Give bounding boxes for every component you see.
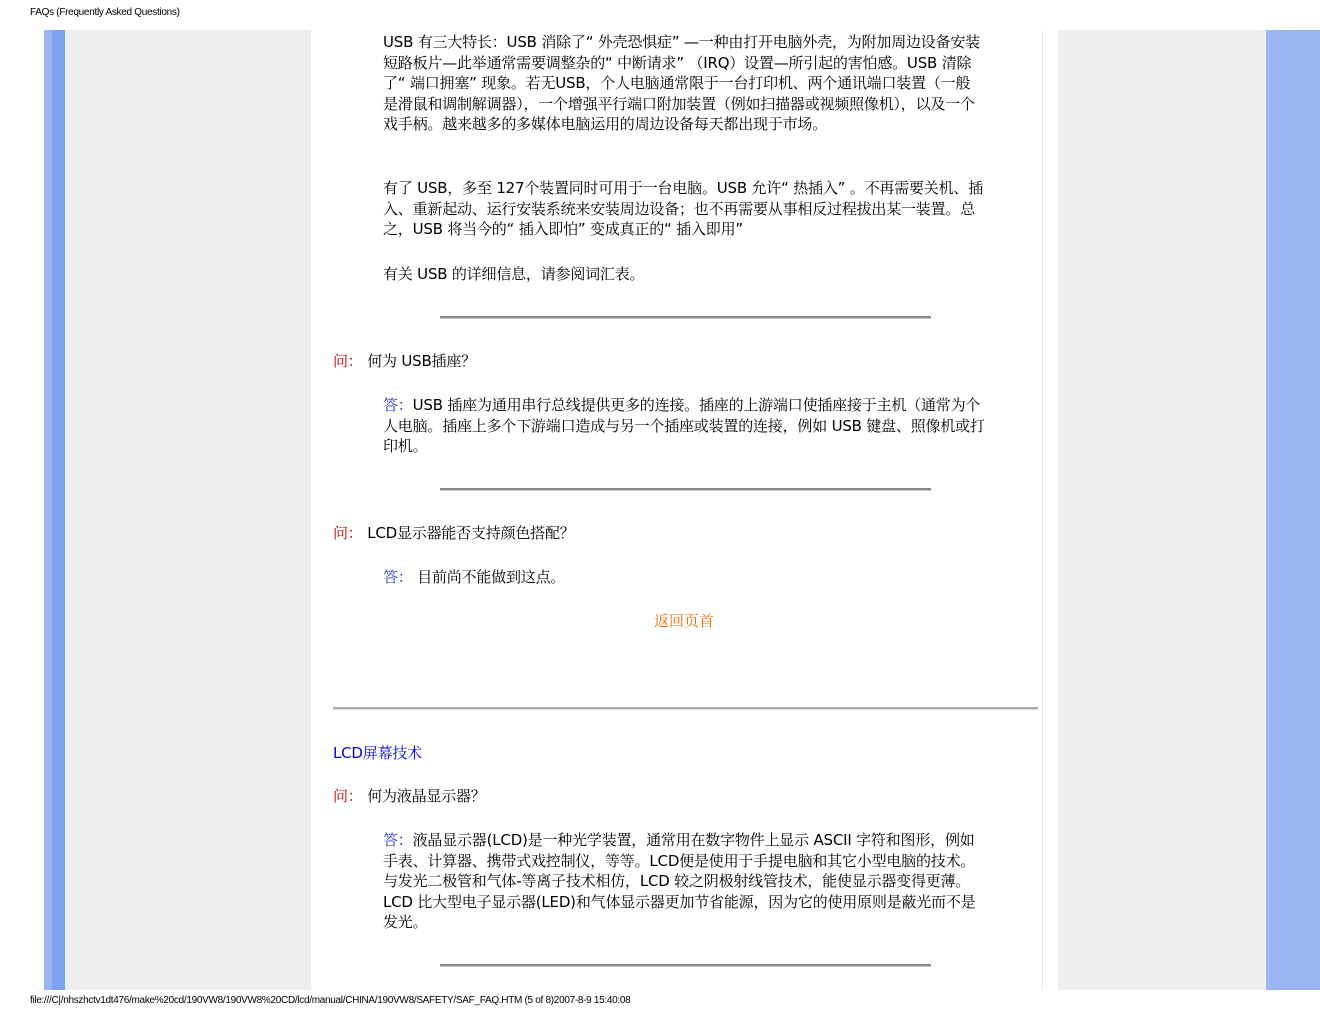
left-outer-border [44,30,52,990]
answer-color-matching [383,567,985,588]
separator-rule [440,316,931,319]
right-sidebar-panel [1058,30,1266,990]
answer-text: 目前尚不能做到这点。 [417,568,566,586]
answer-usb-hub [383,395,985,457]
answer-text: 液晶显示器(LCD)是一种光学装置，通常用在数字物件上显示 ASCII 字符和图形，例如手表、计算器、携带式戏控制仪，等等。LCD便是使用于手提电脑和其它小型电脑的技术。与发光二极管和气体-等离子技术相仿，LCD 较之阴极射线管技术，能使显示器变得更薄。LCD 比大型电子显示器(LED)和气体显示器更加节省能源，因为它的使用原则是蔽光而不是发光。 [383,831,976,932]
usb-intro-paragraph-2: 有了 USB，多至 127个装置同时可用于一台电脑。USB 允许“ 热插入” 。不再需要关机、插入、重新起动、运行安装系统来安装周边设备；也不再需要从事相反过程拔出某一装置。总之，USB 将当今的“ 插入即怕” 变成真正的“ 插入即用” [383,179,983,239]
question-color-matching [333,523,575,543]
usb-intro-paragraph-1: USB 有三大特长：USB 消除了“ 外壳恐惧症” —一种由打开电脑外壳，为附加周边设备安装短路板片—此举通常需要调整杂的“ 中断请求” （IRQ）设置—所引起的害怕感。USB 清除了“ 端口拥塞” 现象。若无USB，个人电脑通常限于一台打印机、两个通讯端口装置（一般是滑鼠和调制解调器），一个增强平行端口附加装置（例如扫描器或视频照像机），以及一个戏手柄。越来越多的多媒体电脑运用的周边设备每天都出现于市场。 [383,33,980,134]
left-inner-border [52,30,65,990]
section-divider [333,707,1038,710]
right-outer-border [1266,30,1320,990]
question-text: LCD显示器能否支持颜色搭配？ [367,524,575,542]
section-title-lcd-technology: LCD屏幕技术 [333,744,422,762]
separator-rule [440,964,931,967]
answer-text: USB 插座为通用串行总线提供更多的连接。插座的上游端口使插座接于主机（通常为个人电脑。插座上多个下游端口造成与另一个插座或装置的连接，例如 USB 键盘、照像机或打印机。 [383,396,985,456]
answer-label: 答： [383,831,413,849]
question-label: 问： [333,524,363,542]
question-label: 问： [333,352,363,370]
separator-rule [440,488,931,491]
question-what-is-lcd [333,786,486,806]
content-right-divider [1042,30,1043,990]
question-label: 问： [333,787,363,805]
print-header: FAQs (Frequently Asked Questions) [30,7,180,18]
question-text: 何为 USB插座？ [367,352,476,370]
answer-label: 答： [383,568,413,586]
usb-intro-paragraph-3 [383,264,985,285]
answer-label: 答： [383,396,413,414]
question-text: 何为液晶显示器？ [367,787,486,805]
left-sidebar-panel [65,30,311,990]
answer-what-is-lcd [383,830,985,933]
back-to-top-link[interactable]: 返回页首 [654,612,715,630]
question-usb-hub [333,351,476,371]
usb-intro-paragraph-3-text: 有关 USB 的详细信息，请参阅词汇表。 [383,265,645,283]
print-footer: file:///C|/nhszhctv1dt476/make%20cd/190VW8/190VW8%20CD/lcd/manual/CHINA/190VW8/SAFETY/SAF_FAQ.HTM (5 of 8)2007-8-9 15:40:08 [30,995,631,1006]
